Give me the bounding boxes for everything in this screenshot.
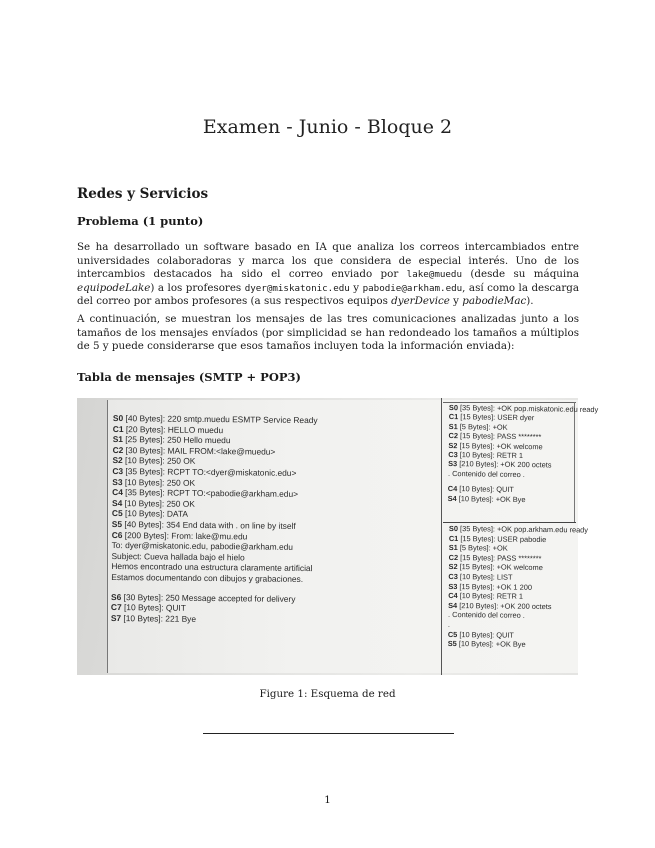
message-line: S5 [40 Bytes]: 354 End data with . on line by itself — [111, 518, 296, 531]
message-line: C3 [10 Bytes]: RETR 1 — [448, 450, 524, 461]
text: ) a los profesores — [150, 281, 245, 294]
email-recipient: pabodie@arkham.edu — [362, 282, 463, 294]
message-line: Estamos documentando con dibujos y grabaciones. — [111, 571, 304, 584]
message-line: S0 [35 Bytes]: +OK pop.miskatonic.edu ready — [448, 403, 599, 415]
message-line: C7 [10 Bytes]: QUIT — [110, 602, 186, 613]
message-line: . Contenido del correo . — [447, 468, 525, 479]
message-line: S5 [10 Bytes]: +OK Bye — [447, 639, 526, 649]
message-line: C2 [15 Bytes]: PASS ******** — [448, 431, 542, 442]
box-divider — [443, 522, 576, 523]
page-title: Examen - Junio - Bloque 2 — [202, 116, 453, 138]
message-line: S4 [10 Bytes]: +OK Bye — [447, 493, 526, 504]
message-line: C2 [30 Bytes]: MAIL FROM:<lake@muedu> — [112, 444, 276, 457]
page-number: 1 — [324, 794, 331, 806]
email-recipient: dyer@miskatonic.edu — [244, 282, 350, 294]
message-line: To: dyer@miskatonic.edu, pabodie@arkham.edu — [111, 540, 294, 553]
column-divider — [441, 398, 442, 675]
message-line: C4 [10 Bytes]: RETR 1 — [448, 591, 524, 601]
text: y — [449, 295, 463, 307]
message-line: C6 [200 Bytes]: From: lake@mu.edu — [111, 529, 248, 541]
message-line: S1 [25 Bytes]: 250 Hello muedu — [112, 434, 231, 446]
message-line: S2 [15 Bytes]: +OK welcome — [448, 562, 543, 573]
message-line: . Contenido del correo . — [448, 610, 525, 621]
horizontal-rule — [203, 733, 454, 734]
table-heading: Tabla de mensajes (SMTP + POP3) — [77, 370, 301, 384]
section-heading: Redes y Servicios — [77, 186, 209, 202]
message-line: S1 [5 Bytes]: +OK — [448, 421, 508, 432]
pop3-pabodie-message-list — [448, 524, 588, 650]
message-line: S0 [35 Bytes]: +OK pop.arkham.edu ready — [448, 524, 589, 535]
message-line: Subject: Cueva hallada bajo el hielo — [111, 550, 245, 563]
message-line: S7 [10 Bytes]: 221 Bye — [110, 612, 197, 624]
message-line: C1 [15 Bytes]: USER pabodie — [448, 533, 547, 544]
text: ). — [526, 295, 534, 307]
message-line: S6 [30 Bytes]: 250 Message accepted for delivery — [111, 591, 296, 604]
message-line: C5 [10 Bytes]: DATA — [111, 508, 189, 520]
message-line: S3 [210 Bytes]: +OK 200 octets — [448, 459, 552, 470]
message-line: C1 [20 Bytes]: HELLO muedu — [112, 423, 224, 435]
message-line: C5 [10 Bytes]: QUIT — [447, 629, 515, 640]
text: Se ha desarrollado un software basado en IA que analiza los correos intercambiados entre universidades colaboradoras y marca los que considera de especial interés. Uno de los intercambios destacados ha sido el correo enviado por — [77, 241, 579, 280]
problem-statement — [77, 241, 579, 309]
message-line: . — [447, 619, 451, 629]
figure-caption: Figure 1: Esquema de red — [259, 688, 396, 700]
message-line: Hemos encontrado una estructura claramente artificial — [111, 561, 313, 574]
message-line: S0 [40 Bytes]: 220 smtp.muedu ESMTP Service Ready — [112, 413, 318, 426]
message-line: C4 [10 Bytes]: QUIT — [447, 484, 514, 495]
intro-paragraph: A continuación, se muestran los mensajes de las tres comunicaciones analizadas junto a los tamaños de los mensajes envíados (por simplicidad se han redondeado los tamaños a múltiplos de 5 y puede considerarse que esos tamaños incluyen toda la información enviada): — [77, 313, 579, 352]
message-line: C3 [35 Bytes]: RCPT TO:<dyer@miskatonic.edu> — [112, 465, 297, 478]
message-line: C2 [15 Bytes]: PASS ******** — [448, 552, 542, 563]
message-table-photo — [77, 398, 599, 675]
message-line: S1 [5 Bytes]: +OK — [448, 543, 508, 553]
text: y — [349, 281, 363, 294]
smtp-message-list — [111, 413, 318, 625]
message-line: S3 [15 Bytes]: +OK 1 200 — [448, 581, 533, 592]
email-sender: lake@muedu — [406, 269, 462, 280]
problem-heading: Problema (1 punto) — [77, 214, 204, 228]
message-line: C1 [15 Bytes]: USER dyer — [448, 412, 535, 423]
message-line: S4 [10 Bytes]: 250 OK — [112, 497, 195, 509]
text: (desde su máquina — [462, 268, 579, 280]
message-line: S4 [210 Bytes]: +OK 200 octets — [448, 600, 552, 611]
message-line: S2 [10 Bytes]: 250 OK — [112, 455, 196, 467]
message-line: C3 [10 Bytes]: LIST — [448, 571, 513, 582]
machine-name: pabodieMac — [462, 295, 527, 307]
message-line: S3 [10 Bytes]: 250 OK — [112, 476, 196, 488]
text: , así como la descarga del correo por ambos profesores (a sus respectivos equipos — [77, 281, 579, 307]
machine-name: dyerDevice — [391, 295, 450, 307]
pop3-dyer-message-list — [448, 403, 599, 505]
machine-name: equipodeLake — [77, 281, 151, 294]
message-line: S2 [15 Bytes]: +OK welcome — [448, 440, 543, 451]
message-line: C4 [35 Bytes]: RCPT TO:<pabodie@arkham.edu> — [112, 487, 299, 500]
